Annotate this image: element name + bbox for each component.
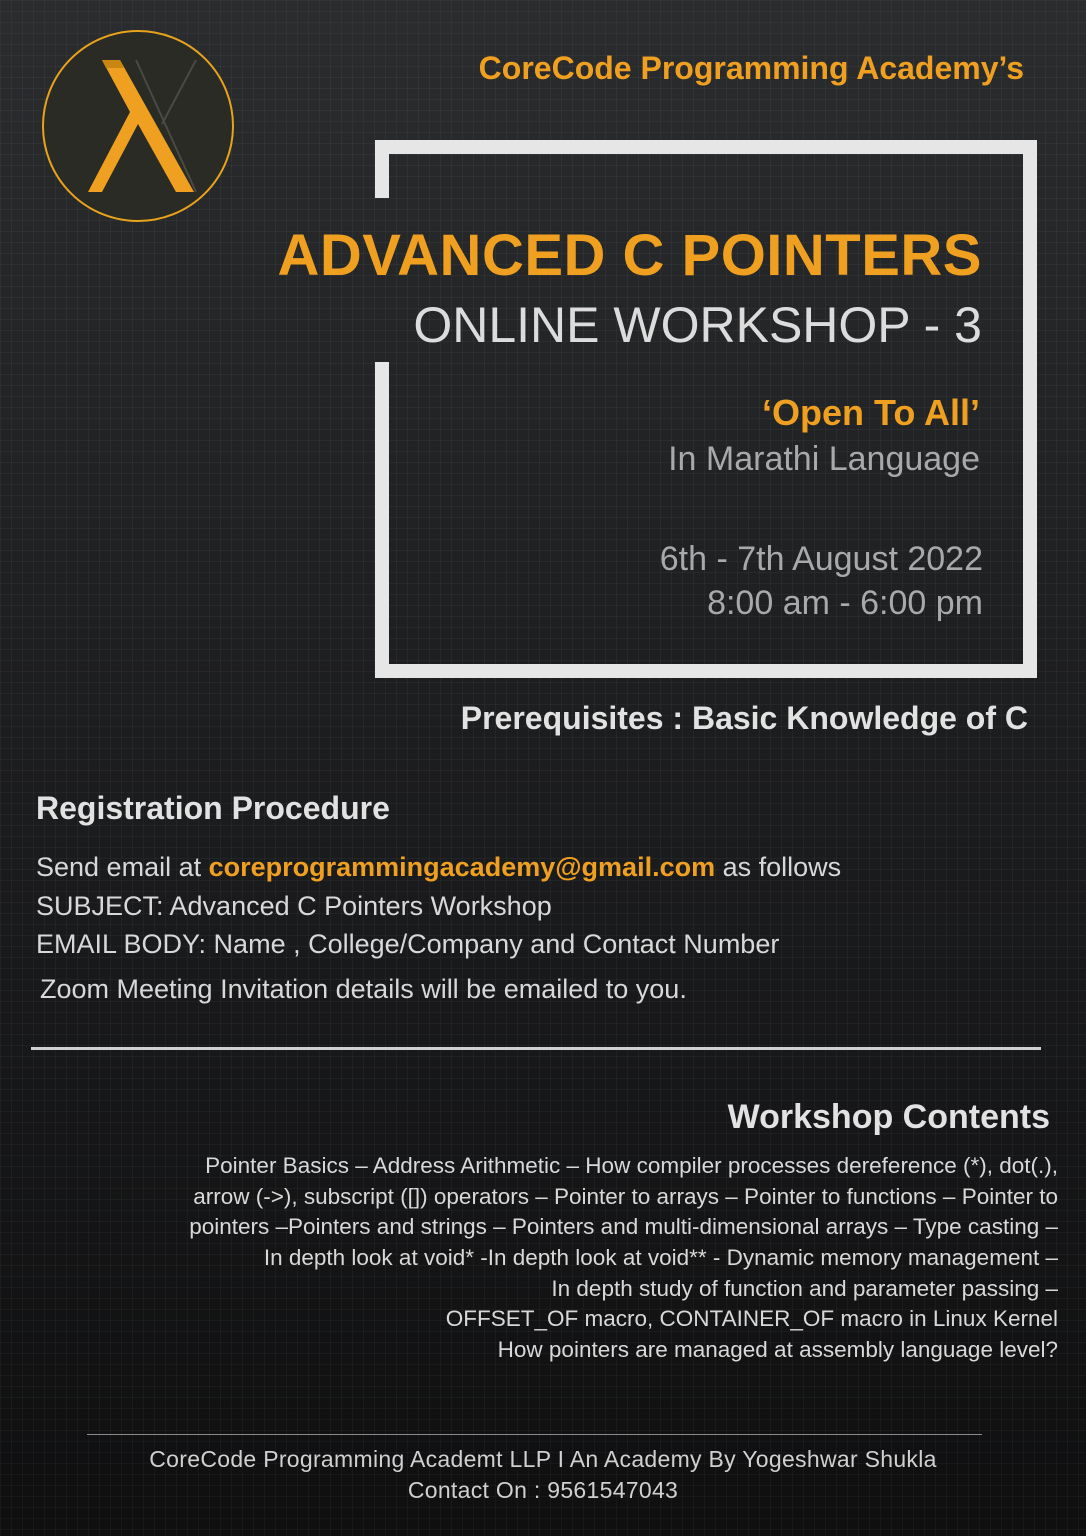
footer-organization: CoreCode Programming Academt LLP I An Academy By Yogeshwar Shukla: [149, 1446, 937, 1472]
frame-left-border-upper: [375, 140, 389, 198]
frame-right-border: [1023, 140, 1037, 678]
registration-email-link[interactable]: coreprogrammingacademy@gmail.com: [208, 852, 716, 882]
contents-line: In depth study of function and parameter passing –: [551, 1276, 1058, 1301]
send-prefix: Send email at: [36, 852, 209, 882]
contents-line: Pointer Basics – Address Arithmetic – How compiler processes dereference (*), dot(.),: [205, 1153, 1058, 1178]
registration-subject-line: SUBJECT: Advanced C Pointers Workshop: [36, 891, 552, 921]
registration-zoom-line: Zoom Meeting Invitation details will be emailed to you.: [40, 974, 687, 1004]
registration-heading: Registration Procedure: [36, 790, 390, 826]
send-suffix: as follows: [715, 852, 842, 882]
contents-heading: Workshop Contents: [727, 1098, 1050, 1136]
section-divider: [31, 1047, 1041, 1050]
prerequisites: Prerequisites : Basic Knowledge of C: [460, 700, 1028, 736]
workshop-title: ADVANCED C POINTERS: [277, 223, 982, 288]
academy-logo: [42, 30, 234, 222]
workshop-subtitle: ONLINE WORKSHOP - 3: [413, 297, 982, 353]
frame-top-border: [375, 140, 1037, 154]
lambda-logo-icon: [44, 32, 232, 220]
footer-divider: [87, 1434, 982, 1435]
contents-line: OFFSET_OF macro, CONTAINER_OF macro in Linux Kernel: [445, 1306, 1058, 1331]
academy-title: CoreCode Programming Academy’s: [478, 50, 1024, 86]
contents-line: pointers –Pointers and strings – Pointers and multi-dimensional arrays – Type casting –: [189, 1214, 1058, 1239]
audience-label: ‘Open To All’: [762, 392, 980, 433]
event-dates: 6th - 7th August 2022: [659, 540, 983, 578]
registration-email-line: [36, 852, 841, 883]
language-label: In Marathi Language: [668, 440, 980, 478]
contents-line: arrow (->), subscript ([]) operators – Pointer to arrays – Pointer to functions – Pointer to: [193, 1184, 1058, 1209]
footer-contact: Contact On : 9561547043: [407, 1477, 679, 1503]
contents-line: How pointers are managed at assembly language level?: [497, 1337, 1058, 1362]
event-time: 8:00 am - 6:00 pm: [707, 584, 983, 622]
frame-bottom-border: [375, 664, 1037, 678]
contents-line: In depth look at void* -In depth look at void** - Dynamic memory management –: [263, 1245, 1058, 1270]
frame-left-border-lower: [375, 362, 389, 678]
registration-body-line: EMAIL BODY: Name , College/Company and Contact Number: [36, 929, 780, 959]
